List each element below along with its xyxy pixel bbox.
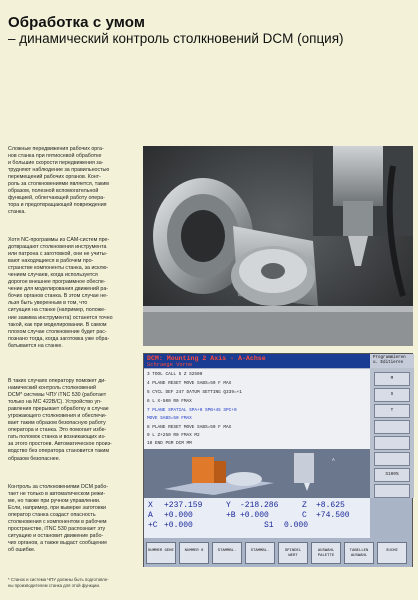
view-axis-label: A xyxy=(332,458,335,463)
machine-model-graphic xyxy=(144,449,370,498)
softkey-bar xyxy=(144,540,412,567)
softkey-7[interactable]: TABELLEN AUSWAHL xyxy=(344,542,374,564)
program-line[interactable]: 3 TOOL CALL 5 Z S2500 xyxy=(147,372,203,377)
operating-mode xyxy=(370,354,414,368)
paragraph-1: Сложные передвижения рабочих орга- нов станка при пятиосевой обработке и большие скорости передвижения за- трудняют наблюдение за правильностью перемещений рабочих органов. Конт- роль за столкновениями является, таким образом, полезной вспомогательной функцией, облегчающей работу опера- тора и предотвращающей повреждения станка. xyxy=(8,146,110,216)
axis-value: +8.625 xyxy=(316,501,345,510)
program-line-active[interactable]: 7 PLANE SPATIAL SPA+0 SPB+45 SPC+0 xyxy=(147,408,237,413)
axis-value: +237.159 xyxy=(164,501,203,510)
cnc-screen xyxy=(143,353,413,567)
mode-label: Programmieren u. Editieren xyxy=(373,356,406,365)
program-line[interactable]: 5 CYCL DEF 247 DATUM SETTING Q339=+1 xyxy=(147,390,242,395)
machine-photo xyxy=(143,146,413,346)
side-button-m[interactable]: M xyxy=(374,372,410,386)
screen-title: DCM: Mounting 2 Axis - A-Achse xyxy=(147,355,266,362)
side-button-s[interactable]: S xyxy=(374,388,410,402)
axis-value: +0.000 xyxy=(164,521,193,530)
program-line[interactable]: 6 L X-500 R0 FMAX xyxy=(147,399,192,404)
axis-label: +B xyxy=(226,511,236,520)
axis-label: +C xyxy=(148,521,158,530)
side-button-t[interactable]: T xyxy=(374,404,410,418)
program-line[interactable]: 9 L Z+250 R0 FMAX M2 xyxy=(147,433,200,438)
program-listing xyxy=(144,369,370,449)
page-subtitle: – динамический контроль столкновений DCM (опция) xyxy=(8,31,344,46)
axis-value: +74.500 xyxy=(316,511,350,520)
side-status-panel xyxy=(370,368,414,498)
softkey-8[interactable]: SUCHE xyxy=(377,542,407,564)
softkey-5[interactable]: SPINDEL WERT xyxy=(278,542,308,564)
softkey-4[interactable]: STAMMBL. xyxy=(245,542,275,564)
axis-value: -218.286 xyxy=(240,501,279,510)
softkey-1[interactable]: NUMMER GEHE xyxy=(146,542,176,564)
axis-value: +0.000 xyxy=(164,511,193,520)
axis-label: A xyxy=(148,511,153,520)
axis-label: X xyxy=(148,501,153,510)
paragraph-3: В таких случаях оператору поможет ди- намический контроль столкновений DCM* системы ЧПУ iTNC 530 (работает только на MC 422B/C). Устройство уп- равления прерывает обработку в случае угрожающего столкновения и обеспечи- вает таким образом безопасную работу оператора и станка. Это помогает избе- гать поломок станка и возникающих из- за этого простоев. Автоматическое произ- водство без оператора становится таким образом безопаснее. xyxy=(8,378,112,462)
program-line-active[interactable]: MOVE SABS=50 FMAX xyxy=(147,416,192,421)
paragraph-4: Контроль за столкновениями DCM рабо- тает не только в автоматическом режи- ме, но также при ручном управлении. Если, например, при выверке заготовки оператор станка создаст опасность столкновения с компонентом в рабочем пространстве, iTNC 530 распознает эту ситуацию и остановит движение рабо- чих органов, а также выдаст сообщение об ошибке. xyxy=(8,484,109,554)
axis-label: C xyxy=(302,511,307,520)
side-button-8[interactable] xyxy=(374,484,410,498)
machine-photo-illustration xyxy=(143,146,413,346)
side-button-4[interactable] xyxy=(374,420,410,434)
axis-value: +0.000 xyxy=(240,511,269,520)
screen-subtitle: Schraege Vorne xyxy=(147,362,193,368)
side-button-override[interactable]: S100% xyxy=(374,468,410,482)
side-button-6[interactable] xyxy=(374,452,410,466)
axis-value: 0.000 xyxy=(284,521,309,530)
axis-label: S1 xyxy=(264,521,274,530)
paragraph-2: Хотя NC-программы из CAM-систем пре- дотвращают столкновения инструмента или патрона с заготовкой, они не учиты- вают находящиеся в рабочем про- странстве компоненты станка, за исклю- чением случаев, когда используется дорогое внешнее программное обеспе- чение для моделирования движений ра- бочих органов станка. В этом случае не- льзя быть уверенным в том, что ситуация на станке (например, положе- ние зажима инструмента) останется точно такой, как при моделировании. В самом плохом случае столкновение будет рас- познано тогда, когда заготовка уже обра- батывается на станке. xyxy=(8,237,113,349)
program-line[interactable]: 4 PLANE RESET MOVE SABS=50 F MAX xyxy=(147,381,232,386)
collision-3d-view xyxy=(144,449,370,498)
position-display xyxy=(144,498,370,538)
program-line[interactable]: 8 PLANE RESET MOVE SABS=50 F MAX xyxy=(147,425,232,430)
axis-label: Z xyxy=(302,501,307,510)
softkey-2[interactable]: NUMMER 0 xyxy=(179,542,209,564)
screen-header xyxy=(144,354,370,368)
softkey-6[interactable]: AUSWAHL PALETTE xyxy=(311,542,341,564)
softkey-3[interactable]: STAMMBL. xyxy=(212,542,242,564)
footnote: * Станок и система ЧПУ должны быть подготовле- ны производителем станка для этой функции. xyxy=(8,577,109,588)
axis-label: Y xyxy=(226,501,231,510)
program-line[interactable]: 10 END PGM DCM MM xyxy=(147,441,192,446)
page-title: Обработка с умом xyxy=(8,14,146,31)
side-button-5[interactable] xyxy=(374,436,410,450)
